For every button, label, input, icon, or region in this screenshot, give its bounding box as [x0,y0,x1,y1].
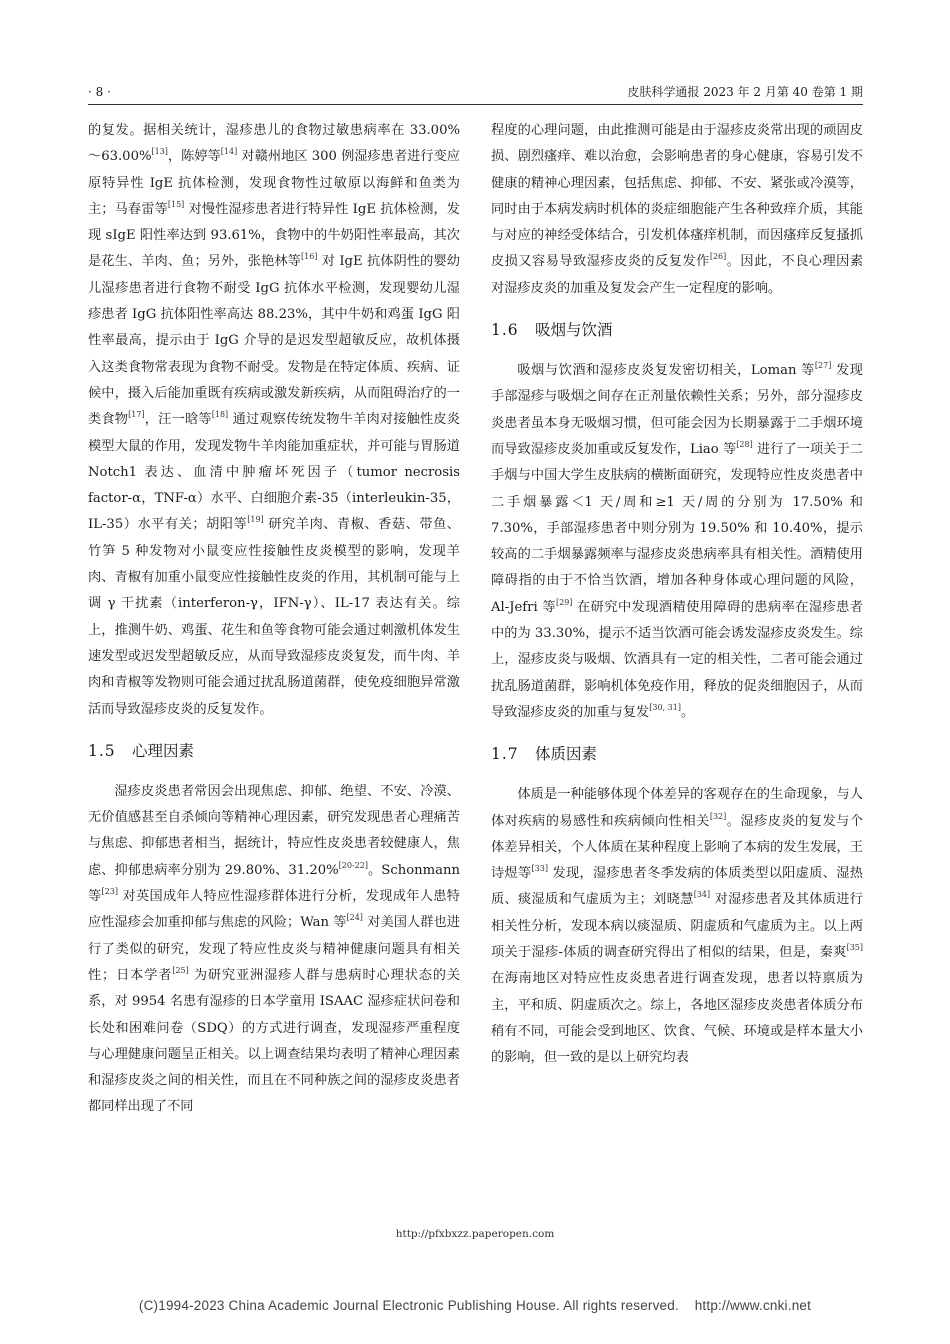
section-number: 1.5 [88,741,116,760]
text-run: ，汪一晗等 [144,412,212,428]
header-rule [88,104,863,105]
text-run: 吸烟与饮酒和湿疹皮炎复发密切相关，Loman 等 [517,363,815,379]
text-run: 通过观察传统发物牛羊肉对接触性皮炎模型大鼠的作用，发现发物牛羊肉能加重症状，并可能与胃肠道 Notch1 表达、血清中肿瘤坏死因子（tumor necrosis factor-α，TNF-α）水平、白细胞介素-35（interleukin-35，IL-35）水平有关；胡阳等 [88,412,460,533]
section-number: 1.7 [491,745,519,764]
text-run: 体质是一种能够体现个体差异的客观存在的生命现象，与人体对疾病的易感性和疾病倾向性相关 [491,787,863,829]
page-number: · 8 · [88,85,111,99]
paragraph-food-allergy [88,118,460,723]
text-run: 对美国人群也进行了类似的研究，发现了特应性皮炎与精神健康问题具有相关性；日本学者 [88,915,460,983]
text-run: 。因此，不良心理因素对湿疹皮炎的加重及复发会产生一定程度的影响。 [491,254,864,296]
citation-ref: [14] [220,147,238,157]
citation-ref: [33] [531,864,548,874]
paragraph-psychological [88,779,460,1121]
text-run: 在海南地区对特应性皮炎患者进行调查发现，患者以特禀质为主，平和质、阴虚质次之。综上，各地区湿疹皮炎患者体质分布稍有不同，可能会受到地区、饮食、气候、环境或是样本量大小的影响，但一致的是以上研究均表 [491,971,863,1066]
text-run: 对赣州地区 300 例湿疹患者进行变应原特异性 IgE 抗体检测，发现食物性过敏原以海鲜和鱼类为主；马春雷等 [88,149,460,217]
citation-ref: [34] [693,890,711,900]
section-title: 心理因素 [132,741,195,760]
paragraph-smoking-drinking [491,358,863,726]
text-run: 。湿疹皮炎的复发与个体差异相关，个人体质在某种程度上影响了本病的发生发展，王诗煜等 [491,813,864,882]
text-run: 程度的心理问题，由此推测可能是由于湿疹皮炎常出现的顽固皮损、剧烈瘙痒、难以治愈，会影响患者的身心健康，容易引发不健康的精神心理因素，包括焦虑、抑郁、不安、紧张或冷漠等，同时由于本病发病时机体的炎症细胞能产生各种致痒介质，其能与对应的神经受体结合，引发机体瘙痒机制，而因瘙痒反复搔抓皮损又容易导致湿疹皮炎的反复发作 [491,123,863,270]
text-run: 发现，湿疹患者冬季发病的体质类型以阳虚质、湿热质、痰湿质和气虚质为主；刘晓慧 [491,866,863,908]
text-run: 进行了一项关于二手烟与中国大学生皮肤病的横断面研究，发现特应性皮炎患者中二手烟暴露＜1 天/周和≥1 天/周的分别为 17.50% 和 7.30%，手部湿疹患者中则分别为 19.50% 和 10.40%，提示较高的二手烟暴露频率与湿疹皮炎患病率具有相关性。酒精使用障碍指的由于不恰当饮酒，增加各种身体或心理问题的风险，Al-Jefri 等 [491,441,863,615]
citation-ref: [25] [172,965,189,975]
citation-ref: [27] [814,361,832,371]
text-run: 的复发。据相关统计，湿疹患儿的食物过敏患病率在 33.00% ～63.00% [88,123,460,165]
text-run: 发现手部湿疹与吸烟之间存在正剂量依赖性关系；另外，部分湿疹皮炎患者虽本身无吸烟习惯，但可能会因为长期暴露于二手烟环境而导致湿疹皮炎加重或反复发作，Liao 等 [491,363,863,457]
citation-ref: [20-22] [338,860,368,870]
paragraph-constitution [491,782,863,1071]
citation-ref: [13] [151,147,168,157]
text-run: 对慢性湿疹患者进行特异性 IgE 抗体检测，发现 sIgE 阳性率达到 93.61%，食物中的牛奶阳性率最高，其次是花生、羊肉、鱼；另外，张艳林等 [88,201,460,270]
text-run: ，陈婷等 [167,149,221,165]
cnki-copyright: (C)1994-2023 China Academic Journal Electronic Publishing House. All rights reserved. http://www.cnki.net [138,1298,812,1313]
text-run: 。Schonmann 等 [88,862,461,905]
text-run: 在研究中发现酒精使用障碍的患病率在湿疹患者中的为 33.30%，提示不适当饮酒可能会诱发湿疹皮炎发生。综上，湿疹皮炎与吸烟、饮酒具有一定的相关性，二者可能会通过扰乱肠道菌群，影响机体免疫作用，释放的促炎细胞因子，从而导致湿疹皮炎的加重与复发 [491,599,863,720]
citation-ref: [23] [101,887,118,897]
section-number: 1.6 [491,320,519,339]
section-heading-1-6 [491,302,863,358]
citation-ref: [24] [346,913,363,923]
citation-ref: [16] [300,252,318,262]
section-title: 吸烟与饮酒 [535,320,613,339]
citation-ref: [28] [736,439,753,449]
text-run: 。 [680,704,695,720]
paragraph-psychological-cont [491,118,863,302]
citation-ref: [35] [846,943,863,953]
running-header [88,82,863,102]
section-title: 体质因素 [535,745,598,764]
citation-ref: [17] [128,410,145,420]
text-run: 为研究亚洲湿疹人群与患病时心理状态的关系，对 9954 名患有湿疹的日本学童用 ISAAC 湿疹症状问卷和长处和困难问卷（SDQ）的方式进行调查，发现湿疹严重程度与心理健康问题呈正相关。以上调查结果均表明了精神心理因素和湿疹皮炎之间的相关性，而且在不同种族之间的湿疹皮炎患者都同样出现了不同 [88,967,461,1115]
citation-ref: [32] [709,811,727,821]
journal-issue: 皮肤科学通报 2023 年 2 月第 40 卷第 1 期 [627,85,863,99]
citation-ref: [19] [247,515,264,525]
section-heading-1-7 [491,726,863,782]
text-run: 湿疹皮炎患者常因会出现焦虑、抑郁、绝望、不安、冷漠、无价值感甚至自杀倾向等精神心理因素，研究发现患者心理痛苦与焦虑、抑郁患者相当，据统计，特应性皮炎患者较健康人，焦虑、抑郁患病率分别为 29.80%、31.20% [88,783,460,878]
citation-ref: [30, 31] [649,702,681,712]
citation-ref: [18] [211,410,229,420]
citation-ref: [29] [555,597,573,607]
right-column [491,118,863,1072]
text-run: 对湿疹患者及其体质进行相关性分析，发现本病以痰湿质、阴虚质和气虚质为主。以上两项关于湿疹-体质的调查研究得出了相似的结果，但是，秦爽 [491,892,863,961]
citation-ref: [15] [167,199,185,209]
text-run: 对 IgE 抗体阴性的婴幼儿湿疹患者进行食物不耐受 IgG 抗体水平检测，发现婴幼儿湿疹患者 IgG 抗体阳性率高达 88.23%，其中牛奶和鸡蛋 IgG 阳性率最高，提示由于 IgG 介导的是迟发型超敏反应，故机体摄入这类食物常表现为食物不耐受。发物是在特定体质、疾病、证候中，摄入后能加重既有疾病或激发新疾病，从而阻碍治疗的一类食物 [88,254,460,428]
citation-ref: [26] [709,252,727,262]
journal-url: http://pfxbxzz.paperopen.com [395,1228,555,1240]
section-heading-1-5 [88,723,460,779]
text-run: 对英国成年人特应性湿疹群体进行分析，发现成年人患特应性湿疹会加重抑郁与焦虑的风险；Wan 等 [88,889,460,931]
left-column [88,118,460,1121]
text-run: 研究羊肉、青椒、香菇、带鱼、竹笋 5 种发物对小鼠变应性接触性皮炎模型的影响，发现羊肉、青椒有加重小鼠变应性接触性皮炎的作用，其机制可能与上调 γ 干扰素（interferon-γ，IFN-γ）、IL-17 表达有关。综上，推测牛奶、鸡蛋、花生和鱼等食物可能会通过刺激机体发生速发型或迟发型超敏反应，从而导致湿疹皮炎复发，而牛肉、羊肉和青椒等发物则可能会通过扰乱肠道菌群，使免疫细胞异常激活而导致湿疹皮炎的反复发作。 [88,517,460,717]
